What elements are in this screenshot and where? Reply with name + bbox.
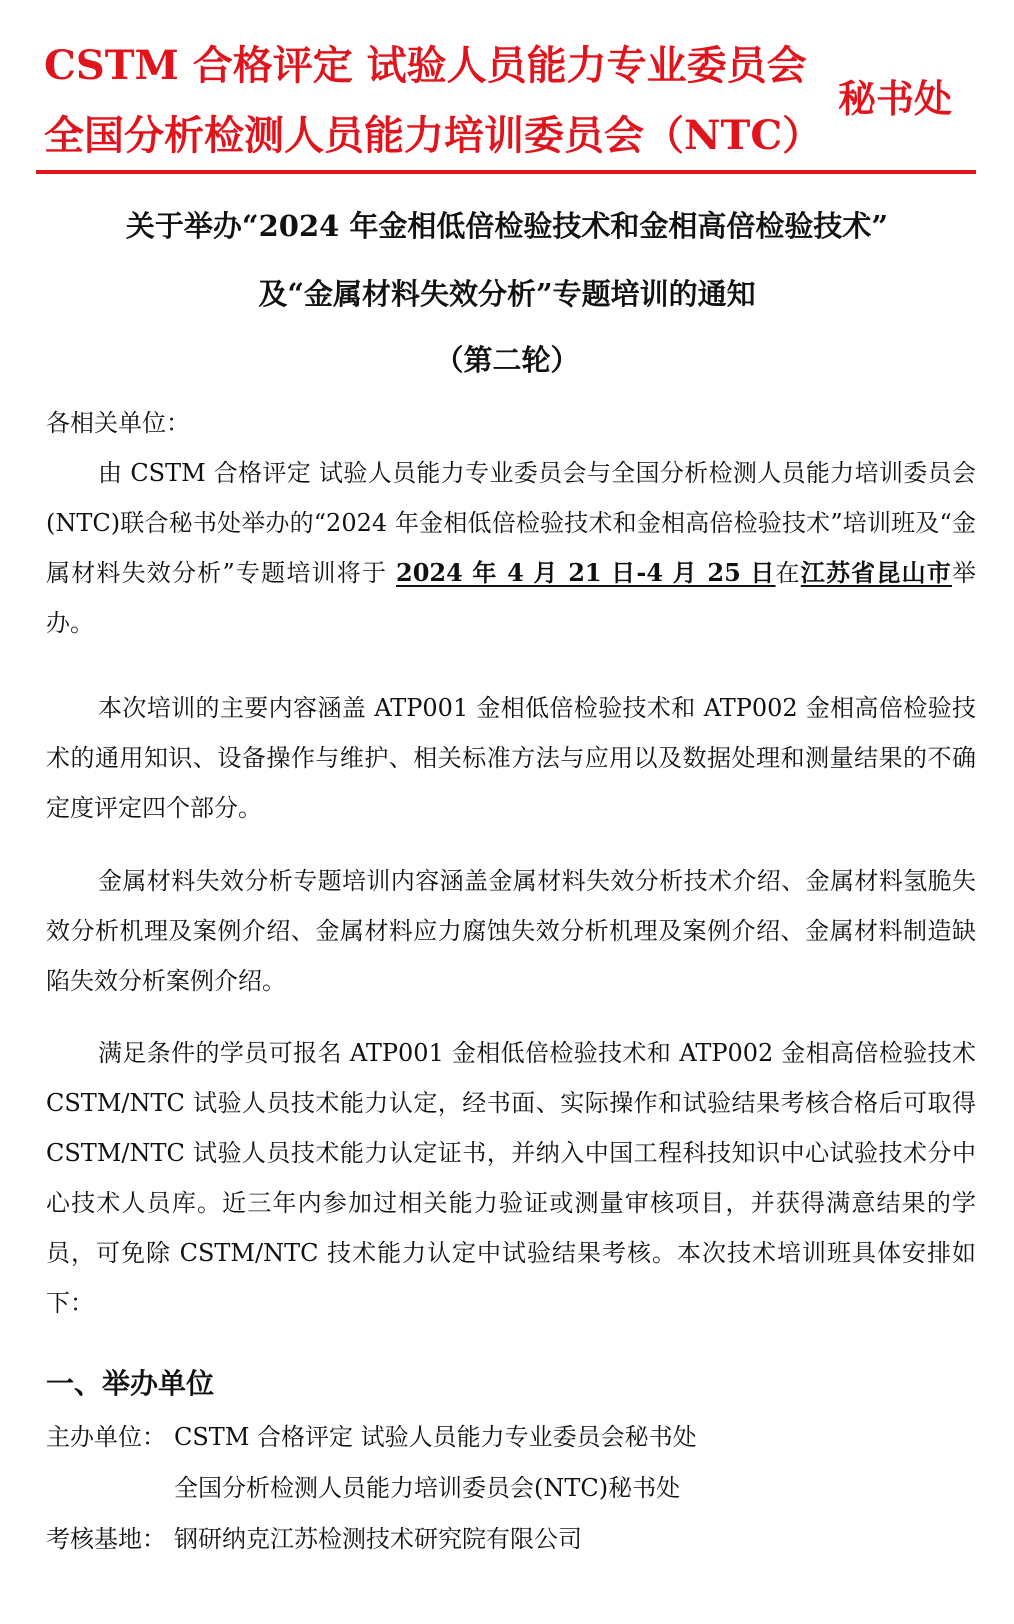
organizer-1: CSTM 合格评定 试验人员能力专业委员会秘书处 bbox=[174, 1423, 697, 1451]
assessment-base: 钢研纳克江苏检测技术研究院有限公司 bbox=[174, 1525, 582, 1553]
notice-title-line-2: 及“金属材料失效分析”专题培训的通知 bbox=[258, 277, 756, 311]
paragraph-intro bbox=[46, 448, 976, 648]
intro-ending: 举办。 bbox=[46, 559, 977, 637]
paragraph-certification: 满足条件的学员可报名 ATP001 金相低倍检验技术和 ATP002 金相高倍检验技术 CSTM/NTC 试验人员技术能力认定，经书面、实际操作和试验结果考核合格后可取得 CSTM/NTC 试验人员技术能力认定证书，并纳入中国工程科技知识中心试验技术分中心技术人员库。近三年内参加过相关能力验证或测量审核项目，并获得满意结果的学员，可免除 CSTM/NTC 技术能力认定中试验结果考核。本次技术培训班具体安排如下： bbox=[46, 1039, 976, 1317]
letterhead-red-rule bbox=[36, 170, 976, 174]
notice-title-line-1: 关于举办“2024 年金相低倍检验技术和金相高倍检验技术” bbox=[125, 209, 889, 243]
organizer-label: 主办单位： bbox=[46, 1423, 166, 1451]
paragraph-training-content: 本次培训的主要内容涵盖 ATP001 金相低倍检验技术和 ATP002 金相高倍检验技术的通用知识、设备操作与维护、相关标准方法与应用以及数据处理和测量结果的不确定度评定四个部分。 bbox=[46, 694, 976, 822]
salutation: 各相关单位： bbox=[46, 409, 190, 437]
assessment-base-label: 考核基地： bbox=[46, 1525, 166, 1553]
intro-text: 由 CSTM 合格评定 试验人员能力专业委员会与全国分析检测人员能力培训委员会(NTC)联合秘书处举办的“2024 年金相低倍检验技术和金相高倍检验技术”培训班及“金属材料失效分析”专题培训将于 bbox=[46, 459, 976, 587]
organizer-row bbox=[46, 1425, 697, 1449]
assessment-base-row bbox=[46, 1527, 582, 1551]
letterhead-line-1: CSTM 合格评定 试验人员能力专业委员会 bbox=[44, 42, 807, 89]
notice-title-round: （第二轮） bbox=[434, 343, 580, 377]
section-heading-organizers: 一、举办单位 bbox=[46, 1367, 215, 1400]
intro-connector: 在 bbox=[775, 559, 801, 587]
letterhead-secretariat: 秘书处 bbox=[838, 76, 953, 121]
paragraph-failure-analysis: 金属材料失效分析专题培训内容涵盖金属材料失效分析技术介绍、金属材料氢脆失效分析机理及案例介绍、金属材料应力腐蚀失效分析机理及案例介绍、金属材料制造缺陷失效分析案例介绍。 bbox=[46, 867, 976, 995]
organizer-2: 全国分析检测人员能力培训委员会(NTC)秘书处 bbox=[174, 1474, 681, 1502]
letterhead-line-2: 全国分析检测人员能力培训委员会（NTC） bbox=[44, 112, 823, 159]
training-date: 2024 年 4 月 21 日-4 月 25 日 bbox=[396, 558, 776, 587]
training-location: 江苏省昆山市 bbox=[800, 558, 953, 587]
